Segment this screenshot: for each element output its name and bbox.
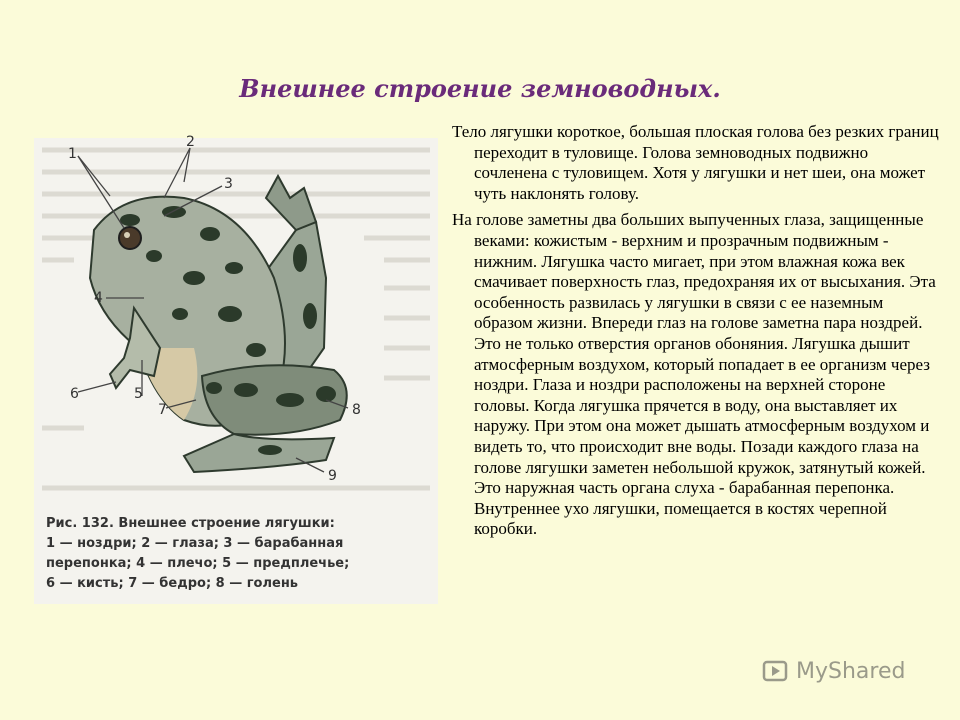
figure-label-9: 9 (328, 468, 337, 484)
figure-label-8: 8 (352, 402, 361, 418)
paragraph-1: Тело лягушки короткое, большая плоская голова без резких границ переходит в туловище. Голова земноводных подвижно сочленена с туловищем. Хотя у лягушки и нет шеи, она может чуть наклонять голову. (452, 122, 939, 203)
frog-eye (119, 227, 141, 249)
figure-label-3: 3 (224, 176, 233, 192)
slide-title: Внешнее строение земноводных. (239, 74, 721, 103)
caption-line: Рис. 132. Внешнее строение лягушки: (46, 516, 335, 531)
body-text (452, 122, 942, 540)
figure-label-6: 6 (70, 386, 79, 402)
figure-label-1: 1 (68, 146, 77, 162)
frog-figure (34, 134, 438, 604)
myshared-logo (762, 656, 905, 686)
myshared-logo-text: MyShared (796, 658, 906, 684)
paragraph-2: На голове заметны два больших выпученных глаза, защищенные веками: кожистым - верхним и прозрачным подвижным - нижним. Лягушка часто мигает, при этом влажная кожа век смачивает поверхность глаз, предохраняя их от высыхания. Эта особенность развилась у лягушки в связи с ее наземным образом жизни. Впереди глаз на голове заметна пара ноздрей. Это не только отверстия органов обоняния. Лягушка дышит атмосферным воздухом, который попадает в ее организм через ноздри. Глаза и ноздри расположены на верхней стороне головы. Когда лягушка прячется в воду, она выставляет их наружу. При этом она может дышать атмосферным воздухом и видеть то, что происходит вне воды. Позади каждого глаза на голове лягушки заметен небольшой кружок, затянутый кожей. Это наружная часть органа слуха - барабанная перепонка. Внутреннее ухо лягушки, помещается в костях черепной коробки. (452, 210, 936, 539)
myshared-logo-icon (762, 656, 792, 686)
caption-line: 6 — кисть; 7 — бедро; 8 — голень (46, 576, 299, 591)
figure-label-5: 5 (134, 386, 143, 402)
frog-hind-foot (266, 176, 316, 230)
caption-line: 1 — ноздри; 2 — глаза; 3 — барабанная (46, 536, 344, 551)
caption-line: перепонка; 4 — плечо; 5 — предплечье; (46, 556, 350, 571)
figure-caption (46, 514, 426, 594)
figure-label-4: 4 (94, 290, 103, 306)
figure-label-2: 2 (186, 134, 195, 150)
figure-label-7: 7 (158, 402, 167, 418)
